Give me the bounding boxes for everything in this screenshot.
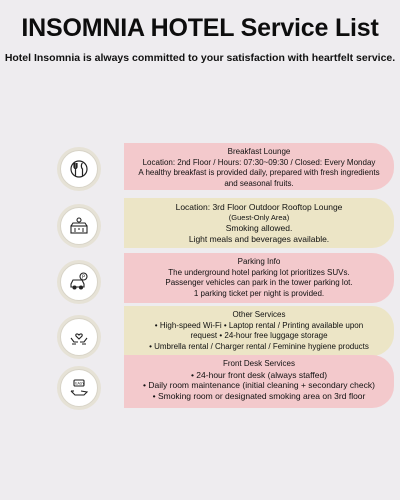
other-services-line-2: request • 24-hour free luggage storage <box>190 331 328 340</box>
rooftop-location: Location: 3rd Floor Outdoor Rooftop Lounge <box>175 202 343 212</box>
breakfast-heading: Breakfast Lounge <box>227 147 291 156</box>
svg-text:P: P <box>82 274 86 281</box>
page-title: INSOMNIA HOTEL Service List <box>21 14 379 42</box>
front-desk-card <box>124 355 394 408</box>
rooftop-meals: Light meals and beverages available. <box>188 233 330 244</box>
parking-tower: Passenger vehicles can park in the tower parking lot. <box>165 278 353 287</box>
parking-car-icon <box>60 263 98 301</box>
front-desk-heading: Front Desk Services <box>222 359 296 368</box>
rooftop-smoking: Smoking allowed. <box>225 223 293 233</box>
dining-icon <box>60 150 98 188</box>
other-services-card <box>124 306 394 356</box>
hands-heart-icon <box>60 318 98 356</box>
breakfast-lounge-card <box>124 143 394 190</box>
parking-heading: Parking Info <box>237 257 281 266</box>
other-services-line-3: • Umbrella rental / Charger rental / Feminine hygiene products <box>149 341 369 351</box>
easy-hand-icon <box>60 369 98 407</box>
parking-info-card <box>124 253 394 303</box>
front-desk-line-3: • Smoking room or designated smoking area on 3rd floor <box>152 390 366 401</box>
parking-ticket: 1 parking ticket per night is provided. <box>193 288 325 298</box>
front-desk-line-1: • 24-hour front desk (always staffed) <box>190 369 328 380</box>
rooftop-lounge-card <box>124 198 394 248</box>
rooftop-guest-only: (Guest-Only Area) <box>228 212 290 222</box>
breakfast-description-2: and seasonal fruits. <box>224 178 294 188</box>
easy-icon-text: EASY <box>75 381 85 386</box>
other-services-heading: Other Services <box>232 310 286 319</box>
other-services-line-1: • High-speed Wi-Fi • Laptop rental / Printing available upon <box>154 320 364 330</box>
parking-suv: The underground hotel parking lot prioritizes SUVs. <box>168 267 350 277</box>
breakfast-description: A healthy breakfast is provided daily, prepared with fresh ingredients <box>138 168 380 177</box>
front-desk-line-2: • Daily room maintenance (initial cleaning + secondary check) <box>143 380 375 390</box>
breakfast-location: Location: 2nd Floor / Hours: 07:30~09:30 / Closed: Every Monday <box>142 157 376 167</box>
page-subtitle: Hotel Insomnia is always committed to your satisfaction with heartfelt service. <box>4 52 396 64</box>
rooftop-lounge-icon <box>60 207 98 245</box>
